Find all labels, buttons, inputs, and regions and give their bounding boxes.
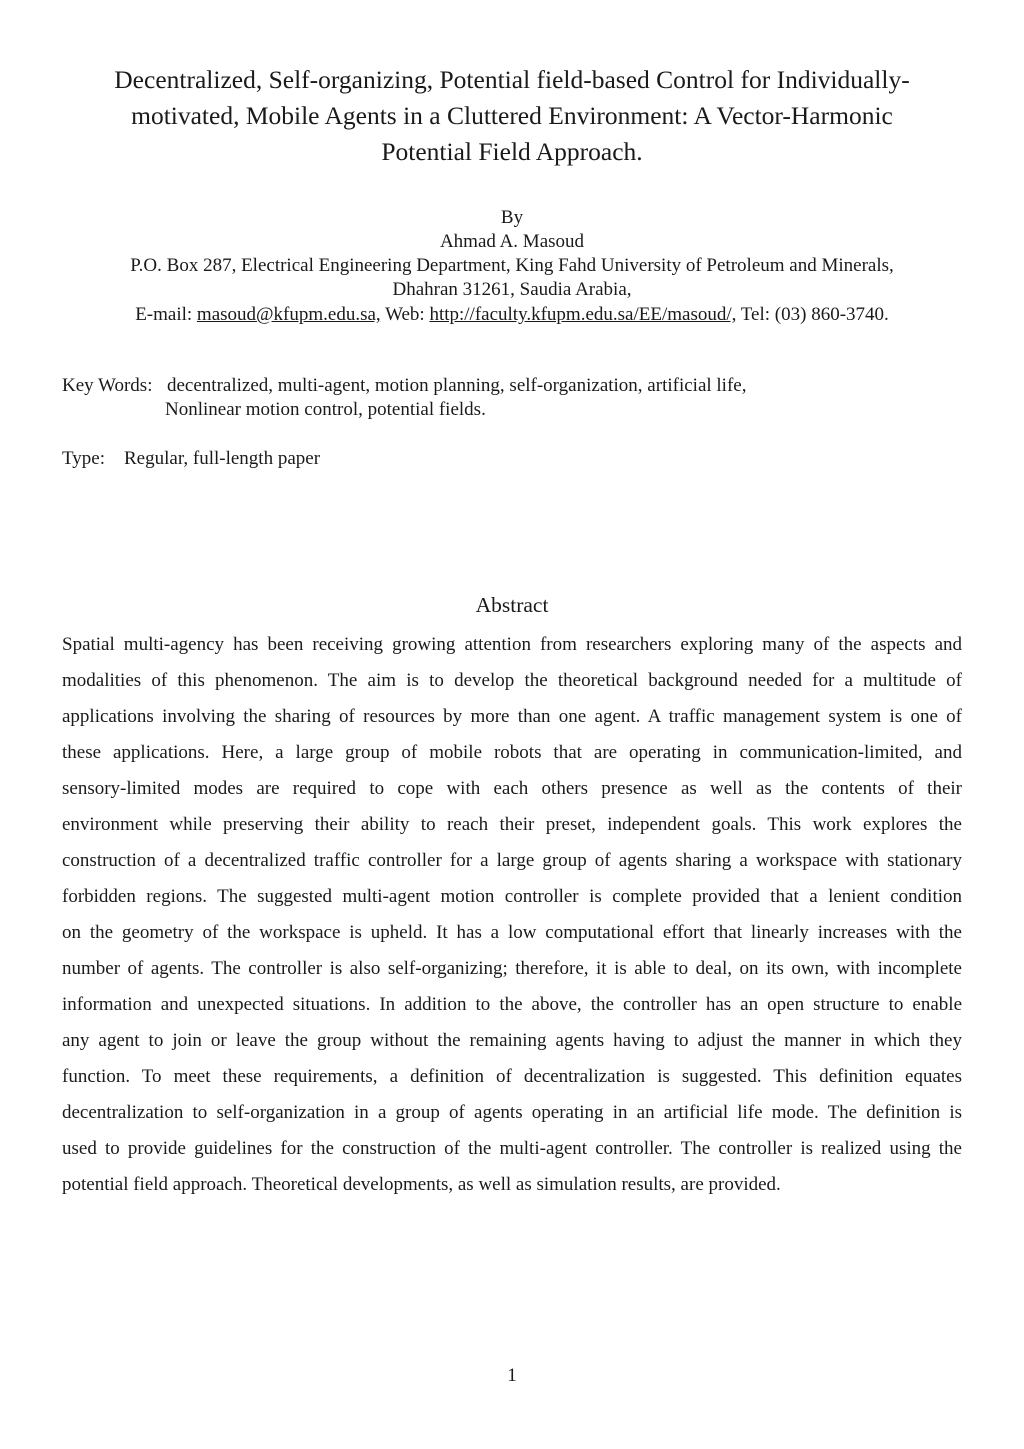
abstract-line: forbidden regions. The suggested multi-agent motion controller is complete provided that a lenient condition <box>62 886 962 907</box>
abstract-line: number of agents. The controller is also self-organizing; therefore, it is able to deal, on its own, with incomplete <box>62 958 962 979</box>
abstract-heading: Abstract <box>475 593 549 617</box>
abstract-line: used to provide guidelines for the construction of the multi-agent controller. The controller is realized using the <box>62 1138 962 1159</box>
page-number: 1 <box>507 1365 517 1386</box>
keywords-line-2: Nonlinear motion control, potential fields. <box>165 399 486 420</box>
paper-title <box>70 62 954 170</box>
contact-line <box>0 303 1024 327</box>
web-label: Web: <box>380 304 430 325</box>
keywords-label: Key Words: <box>62 375 153 396</box>
type-label: Type: <box>62 448 105 469</box>
abstract-line: potential field approach. Theoretical developments, as well as simulation results, are provided. <box>62 1174 781 1195</box>
type-value: Regular, full-length paper <box>124 448 321 469</box>
by-label: By <box>500 207 524 228</box>
telephone: Tel: (03) 860-3740. <box>736 304 889 325</box>
address-line-1: P.O. Box 287, Electrical Engineering Department, King Fahd University of Petroleum and Minerals, <box>130 255 894 276</box>
address-line-2: Dhahran 31261, Saudia Arabia, <box>392 279 632 300</box>
title-line: Decentralized, Self-organizing, Potential field-based Control for Individually- <box>114 65 910 94</box>
abstract-line: sensory-limited modes are required to cope with each others presence as well as the contents of their <box>62 778 962 799</box>
author-name: Ahmad A. Masoud <box>439 231 585 252</box>
abstract-line: decentralization to self-organization in a group of agents operating in an artificial life mode. The definition is <box>62 1102 962 1123</box>
abstract-line: these applications. Here, a large group of mobile robots that are operating in communication-limited, and <box>62 742 962 763</box>
email-label: E-mail: <box>135 304 197 325</box>
abstract-line: on the geometry of the workspace is upheld. It has a low computational effort that linearly increases with the <box>62 922 962 943</box>
abstract-line: Spatial multi-agency has been receiving growing attention from researchers exploring many of the aspects and <box>62 634 962 655</box>
abstract-line: environment while preserving their ability to reach their preset, independent goals. This work explores the <box>62 814 962 835</box>
abstract-line: function. To meet these requirements, a definition of decentralization is suggested. This definition equates <box>62 1066 962 1087</box>
abstract-line: information and unexpected situations. In addition to the above, the controller has an open structure to enable <box>62 994 962 1015</box>
abstract-line: modalities of this phenomenon. The aim is to develop the theoretical background needed for a multitude of <box>62 670 962 691</box>
web-link[interactable]: http://faculty.kfupm.edu.sa/EE/masoud/, <box>429 304 737 325</box>
abstract-line: applications involving the sharing of resources by more than one agent. A traffic management system is one of <box>62 706 962 727</box>
abstract-line: construction of a decentralized traffic controller for a large group of agents sharing a workspace with stationary <box>62 850 962 871</box>
title-line: Potential Field Approach. <box>381 137 643 166</box>
abstract-line: any agent to join or leave the group without the remaining agents having to adjust the manner in which they <box>62 1030 962 1051</box>
email-link[interactable]: masoud@kfupm.edu.sa, <box>196 304 381 325</box>
abstract-body <box>62 627 962 1203</box>
title-line: motivated, Mobile Agents in a Cluttered Environment: A Vector-Harmonic <box>131 101 893 130</box>
keywords-line-1: decentralized, multi-agent, motion planning, self-organization, artificial life, <box>167 375 747 396</box>
